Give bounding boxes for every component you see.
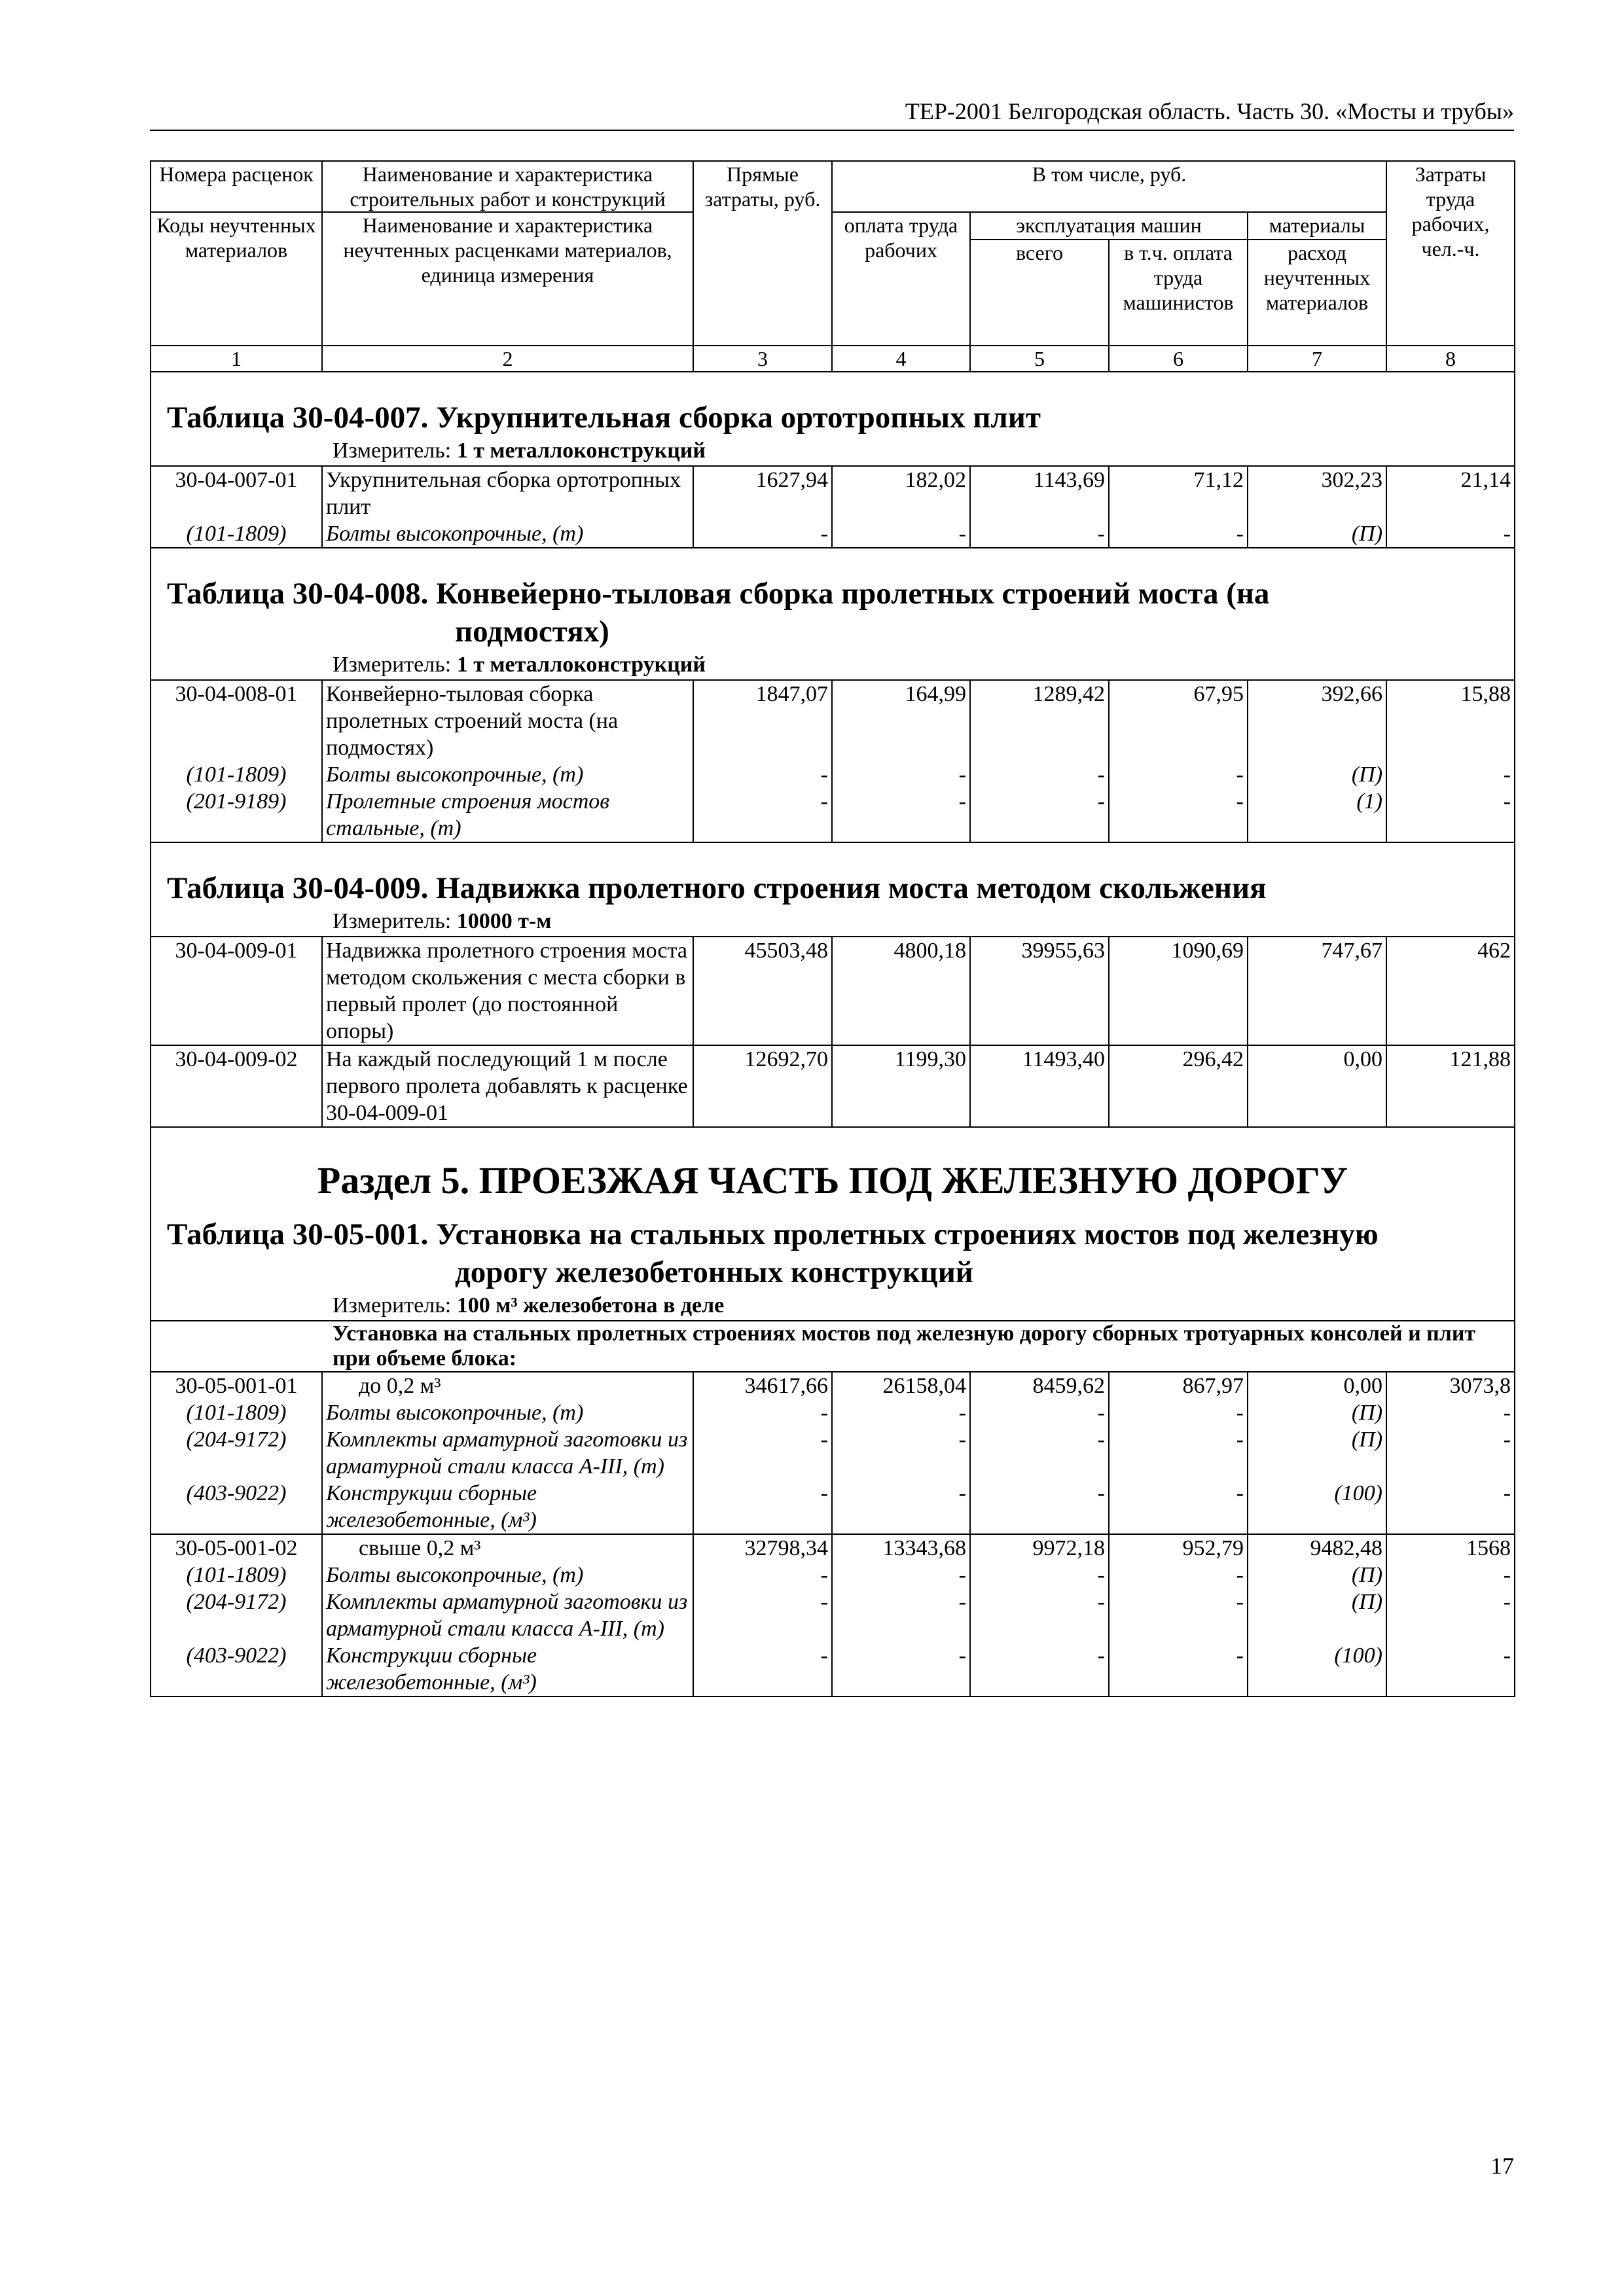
value-cell: -: [1386, 788, 1515, 842]
col5-header: всего: [970, 240, 1109, 346]
value-cell: -: [1386, 1588, 1515, 1642]
table-row: [151, 1534, 1515, 1562]
value-cell: -: [832, 761, 970, 788]
value-cell: 21,14: [1386, 466, 1515, 520]
col8-header: Затраты труда рабочих, чел.-ч.: [1386, 161, 1515, 346]
table-row: [151, 680, 1515, 761]
value-cell: -: [970, 1426, 1109, 1480]
material-code: (101-1809): [151, 1562, 322, 1588]
material-name: Болты высокопрочные, (т): [322, 761, 693, 788]
value-cell: -: [693, 1562, 832, 1588]
table-header-row-1: [151, 161, 1515, 212]
value-cell: -: [970, 761, 1109, 788]
material-code: (204-9172): [151, 1588, 322, 1642]
value-cell: 867,97: [1109, 1372, 1248, 1399]
material-name: Комплекты арматурной заготовки из арматурной стали класса А-III, (т): [322, 1588, 693, 1642]
value-cell: 12692,70: [693, 1045, 832, 1127]
table-title: Таблица 30-04-008. Конвейерно-тыловая сборка пролетных строений моста (на подмостях): [151, 548, 1515, 651]
material-row: [151, 1642, 1515, 1696]
rate-name: свыше 0,2 м³: [322, 1534, 693, 1562]
rates-table: [150, 160, 1515, 1697]
page-number: 17: [1490, 2153, 1514, 2179]
value-cell: 164,99: [832, 680, 970, 761]
measure-unit: Измеритель: 100 м³ железобетона в деле: [151, 1291, 1515, 1321]
value-cell: -: [1386, 1642, 1515, 1696]
material-name: Конструкции сборные железобетонные, (м³): [322, 1480, 693, 1534]
rate-code: 30-04-007-01: [151, 466, 322, 520]
material-row: [151, 1588, 1515, 1642]
value-cell: -: [832, 788, 970, 842]
material-row: [151, 520, 1515, 548]
materials-header: материалы: [1248, 212, 1386, 240]
value-cell: 392,66: [1248, 680, 1386, 761]
material-row: [151, 1562, 1515, 1588]
value-cell: 9972,18: [970, 1534, 1109, 1562]
value-cell: 4800,18: [832, 937, 970, 1045]
rate-code: 30-04-009-01: [151, 937, 322, 1045]
material-row: [151, 788, 1515, 842]
header-rule: [150, 130, 1514, 131]
value-cell: 32798,34: [693, 1534, 832, 1562]
material-row: [151, 1426, 1515, 1480]
section-title: Раздел 5. ПРОЕЗЖАЯ ЧАСТЬ ПОД ЖЕЛЕЗНУЮ ДОРОГУ: [151, 1127, 1515, 1210]
material-code: (403-9022): [151, 1642, 322, 1696]
material-code: (101-1809): [151, 761, 322, 788]
value-cell: 747,67: [1248, 937, 1386, 1045]
rate-code: 30-04-008-01: [151, 680, 322, 761]
value-cell: 1143,69: [970, 466, 1109, 520]
value-cell: -: [1109, 1642, 1248, 1696]
value-cell: -: [1386, 1562, 1515, 1588]
value-cell: -: [693, 1480, 832, 1534]
value-cell: -: [832, 520, 970, 548]
value-cell: -: [970, 1588, 1109, 1642]
value-cell: -: [1109, 1588, 1248, 1642]
col1-bottom-header: Коды неучтенных материалов: [151, 212, 322, 346]
rate-name: до 0,2 м³: [322, 1372, 693, 1399]
table-title: Таблица 30-05-001. Установка на стальных пролетных строениях мостов под железную дорогу железобетонных конструкций: [151, 1210, 1515, 1291]
value-cell: -: [832, 1588, 970, 1642]
value-cell: -: [1109, 1399, 1248, 1426]
value-cell: (100): [1248, 1642, 1386, 1696]
group-title: Установка на стальных пролетных строениях мостов под железную дорогу сборных тротуарных консолей и плит при объеме блока:: [151, 1321, 1515, 1372]
rate-code: 30-05-001-02: [151, 1534, 322, 1562]
value-cell: (П): [1248, 1426, 1386, 1480]
col-number: 4: [832, 346, 970, 372]
col4-header: оплата труда рабочих: [832, 212, 970, 346]
col-number: 5: [970, 346, 1109, 372]
value-cell: -: [1109, 1562, 1248, 1588]
value-cell: 462: [1386, 937, 1515, 1045]
value-cell: -: [693, 1642, 832, 1696]
value-cell: -: [1386, 1480, 1515, 1534]
value-cell: -: [693, 520, 832, 548]
rate-name: Надвижка пролетного строения моста методом скольжения с места сборки в первый пролет (до постоянной опоры): [322, 937, 693, 1045]
value-cell: (100): [1248, 1480, 1386, 1534]
col-number: 2: [322, 346, 693, 372]
value-cell: 1627,94: [693, 466, 832, 520]
value-cell: -: [832, 1399, 970, 1426]
value-cell: (П): [1248, 1399, 1386, 1426]
value-cell: -: [1109, 1426, 1248, 1480]
rate-code: 30-04-009-02: [151, 1045, 322, 1127]
col2-bottom-header: Наименование и характеристика неучтенных расценками материалов, единица измерения: [322, 212, 693, 346]
value-cell: -: [693, 788, 832, 842]
value-cell: -: [693, 761, 832, 788]
material-name: Конструкции сборные железобетонные, (м³): [322, 1642, 693, 1696]
measure-unit: Измеритель: 10000 т-м: [151, 907, 1515, 937]
value-cell: -: [832, 1426, 970, 1480]
value-cell: -: [970, 1399, 1109, 1426]
value-cell: 1568: [1386, 1534, 1515, 1562]
rate-name: Укрупнительная сборка ортотропных плит: [322, 466, 693, 520]
material-code: (204-9172): [151, 1426, 322, 1480]
value-cell: 45503,48: [693, 937, 832, 1045]
value-cell: -: [1109, 761, 1248, 788]
table-row: [151, 466, 1515, 520]
value-cell: (П): [1248, 520, 1386, 548]
table-row: [151, 1045, 1515, 1127]
rate-code: 30-05-001-01: [151, 1372, 322, 1399]
col7-header: расход неучтенных материалов: [1248, 240, 1386, 346]
value-cell: 952,79: [1109, 1534, 1248, 1562]
value-cell: 34617,66: [693, 1372, 832, 1399]
column-numbers-row: [151, 346, 1515, 372]
col6-header: в т.ч. оплата труда машинистов: [1109, 240, 1248, 346]
measure-unit: Измеритель: 1 т металлоконструкций: [151, 437, 1515, 466]
material-name: Комплекты арматурной заготовки из арматурной стали класса А-III, (т): [322, 1426, 693, 1480]
value-cell: -: [970, 1642, 1109, 1696]
col1-top-header: Номера расценок: [151, 161, 322, 212]
value-cell: 39955,63: [970, 937, 1109, 1045]
material-code: (101-1809): [151, 520, 322, 548]
col-number: 7: [1248, 346, 1386, 372]
value-cell: -: [693, 1399, 832, 1426]
value-cell: 8459,62: [970, 1372, 1109, 1399]
value-cell: -: [693, 1588, 832, 1642]
value-cell: -: [832, 1480, 970, 1534]
material-name: Болты высокопрочные, (т): [322, 520, 693, 548]
measure-unit: Измеритель: 1 т металлоконструкций: [151, 651, 1515, 680]
value-cell: 1847,07: [693, 680, 832, 761]
value-cell: 1090,69: [1109, 937, 1248, 1045]
value-cell: -: [970, 520, 1109, 548]
value-cell: 9482,48: [1248, 1534, 1386, 1562]
value-cell: (1): [1248, 788, 1386, 842]
material-row: [151, 761, 1515, 788]
col-number: 8: [1386, 346, 1515, 372]
value-cell: 1289,42: [970, 680, 1109, 761]
col2-top-header: Наименование и характеристика строительных работ и конструкций: [322, 161, 693, 212]
value-cell: 67,95: [1109, 680, 1248, 761]
rate-name: На каждый последующий 1 м после первого пролета добавлять к расценке 30-04-009-01: [322, 1045, 693, 1127]
value-cell: 0,00: [1248, 1045, 1386, 1127]
material-code: (403-9022): [151, 1480, 322, 1534]
value-cell: -: [1386, 761, 1515, 788]
value-cell: 0,00: [1248, 1372, 1386, 1399]
value-cell: -: [693, 1426, 832, 1480]
value-cell: 15,88: [1386, 680, 1515, 761]
value-cell: 71,12: [1109, 466, 1248, 520]
table-row: [151, 937, 1515, 1045]
material-name: Болты высокопрочные, (т): [322, 1399, 693, 1426]
value-cell: -: [1109, 520, 1248, 548]
material-row: [151, 1480, 1515, 1534]
value-cell: -: [970, 1562, 1109, 1588]
table-header-row-2: [151, 212, 1515, 240]
rate-name: Конвейерно-тыловая сборка пролетных строений моста (на подмостях): [322, 680, 693, 761]
table-title: Таблица 30-04-007. Укрупнительная сборка ортотропных плит: [151, 372, 1515, 437]
value-cell: -: [1386, 1399, 1515, 1426]
value-cell: 182,02: [832, 466, 970, 520]
value-cell: -: [832, 1562, 970, 1588]
material-row: [151, 1399, 1515, 1426]
value-cell: 296,42: [1109, 1045, 1248, 1127]
table-title: Таблица 30-04-009. Надвижка пролетного строения моста методом скольжения: [151, 842, 1515, 907]
value-cell: -: [1386, 1426, 1515, 1480]
value-cell: (П): [1248, 1588, 1386, 1642]
value-cell: 26158,04: [832, 1372, 970, 1399]
value-cell: (П): [1248, 761, 1386, 788]
value-cell: 121,88: [1386, 1045, 1515, 1127]
col-number: 6: [1109, 346, 1248, 372]
value-cell: -: [970, 1480, 1109, 1534]
value-cell: -: [970, 788, 1109, 842]
material-name: Болты высокопрочные, (т): [322, 1562, 693, 1588]
value-cell: -: [832, 1642, 970, 1696]
table-row: [151, 1372, 1515, 1399]
page-header: ТЕР-2001 Белгородская область. Часть 30. «Мосты и трубы»: [905, 98, 1514, 124]
value-cell: 13343,68: [832, 1534, 970, 1562]
value-cell: 11493,40: [970, 1045, 1109, 1127]
col-number: 1: [151, 346, 322, 372]
value-cell: 302,23: [1248, 466, 1386, 520]
material-code: (201-9189): [151, 788, 322, 842]
value-cell: 1199,30: [832, 1045, 970, 1127]
material-name: Пролетные строения мостов стальные, (т): [322, 788, 693, 842]
machines-header: эксплуатация машин: [970, 212, 1248, 240]
value-cell: -: [1109, 1480, 1248, 1534]
value-cell: -: [1109, 788, 1248, 842]
material-code: (101-1809): [151, 1399, 322, 1426]
including-header: В том числе, руб.: [832, 161, 1386, 212]
col-number: 3: [693, 346, 832, 372]
value-cell: -: [1386, 520, 1515, 548]
col3-header: Прямые затраты, руб.: [693, 161, 832, 346]
value-cell: (П): [1248, 1562, 1386, 1588]
value-cell: 3073,8: [1386, 1372, 1515, 1399]
